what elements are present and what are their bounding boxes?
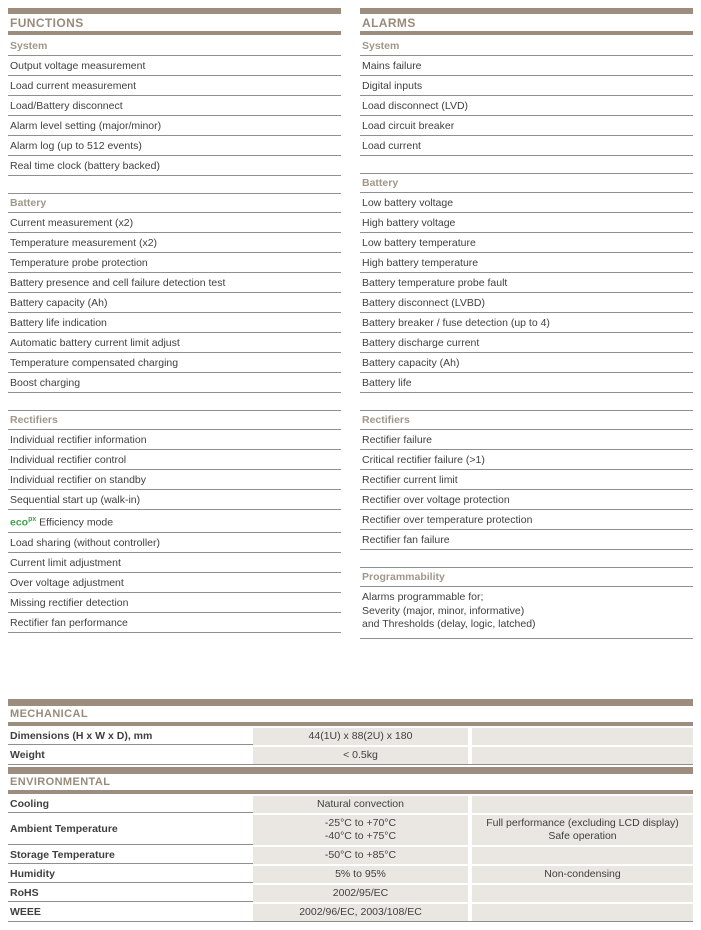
programmability-note: Alarms programmable for; Severity (major, minor, informative) and Thresholds (delay, logic, latched)	[360, 587, 693, 639]
spec-note	[472, 796, 693, 813]
feature-row: Load current measurement	[8, 76, 341, 96]
spec-row	[8, 904, 693, 921]
spec-note	[472, 885, 693, 902]
feature-row: Rectifier over temperature protection	[360, 510, 693, 530]
spec-label: Humidity	[8, 866, 253, 883]
spec-row	[8, 796, 693, 813]
feature-row: Battery life	[360, 373, 693, 393]
alarms-panel	[360, 8, 693, 639]
section-heading: Rectifiers	[360, 410, 693, 430]
spec-row	[8, 815, 693, 845]
section-system	[360, 37, 693, 156]
feature-row: Rectifier failure	[360, 430, 693, 450]
feature-row: Boost charging	[8, 373, 341, 393]
spec-row	[8, 728, 693, 745]
spec-label: Weight	[10, 749, 45, 761]
section-battery	[360, 173, 693, 393]
feature-row: Battery temperature probe fault	[360, 273, 693, 293]
section-rectifiers	[8, 410, 341, 633]
feature-row: Rectifier fan failure	[360, 530, 693, 550]
spec-value: 2002/95/EC	[253, 885, 468, 902]
feature-row: Load sharing (without controller)	[8, 533, 341, 553]
section-heading: System	[360, 37, 693, 56]
feature-row: Battery discharge current	[360, 333, 693, 353]
spec-note	[472, 847, 693, 864]
spec-row	[8, 847, 693, 864]
spec-row	[8, 866, 693, 883]
feature-row: Digital inputs	[360, 76, 693, 96]
feature-row: High battery temperature	[360, 253, 693, 273]
feature-row: Output voltage measurement	[8, 56, 341, 76]
feature-row: Temperature compensated charging	[8, 353, 341, 373]
feature-row: Low battery temperature	[360, 233, 693, 253]
section-heading: Battery	[8, 193, 341, 213]
spec-label: Dimensions (H x W x D), mm	[8, 728, 253, 745]
feature-row: Mains failure	[360, 56, 693, 76]
feature-row: Load circuit breaker	[360, 116, 693, 136]
feature-row: Rectifier current limit	[360, 470, 693, 490]
spec-label: Ambient Temperature	[8, 815, 253, 845]
spec-label: Cooling	[8, 796, 253, 813]
spec-value: -25°C to +70°C -40°C to +75°C	[253, 815, 468, 845]
functions-panel	[8, 8, 341, 633]
section-battery	[8, 193, 341, 393]
feature-row: Alarm log (up to 512 events)	[8, 136, 341, 156]
accent-bar	[8, 767, 693, 774]
functions-title: FUNCTIONS	[10, 16, 84, 30]
feature-row: Temperature measurement (x2)	[8, 233, 341, 253]
feature-row: Load current	[360, 136, 693, 156]
environmental-title: ENVIRONMENTAL	[10, 775, 111, 788]
accent-bar	[8, 722, 693, 726]
feature-row: Low battery voltage	[360, 193, 693, 213]
accent-bar	[8, 31, 341, 35]
mechanical-title: MECHANICAL	[10, 707, 88, 720]
feature-columns	[8, 8, 693, 639]
spec-value: -50°C to +85°C	[253, 847, 468, 864]
spec-row	[8, 885, 693, 902]
feature-row: Alarm level setting (major/minor)	[8, 116, 341, 136]
feature-row: Battery life indication	[8, 313, 341, 333]
spec-note: Non-condensing	[472, 866, 693, 883]
environmental-rows	[8, 796, 693, 922]
feature-row: Battery capacity (Ah)	[360, 353, 693, 373]
spec-section	[8, 699, 693, 922]
accent-bar	[8, 790, 693, 794]
section-heading: System	[8, 37, 341, 56]
feature-row: High battery voltage	[360, 213, 693, 233]
spec-label: RoHS	[8, 885, 253, 902]
feature-row: Over voltage adjustment	[8, 573, 341, 593]
section-rectifiers	[360, 410, 693, 550]
feature-row: Rectifier fan performance	[8, 613, 341, 633]
feature-row: Current measurement (x2)	[8, 213, 341, 233]
section-programmability	[360, 567, 693, 639]
section-heading: Programmability	[360, 567, 693, 587]
section-heading: Rectifiers	[8, 410, 341, 430]
feature-row: Battery presence and cell failure detection test	[8, 273, 341, 293]
feature-row: eco$^{px}$ Efficiency mode	[8, 510, 341, 533]
alarms-title: ALARMS	[362, 16, 416, 30]
spec-row	[8, 747, 693, 764]
spec-note: Full performance (excluding LCD display) Safe operation	[472, 815, 693, 845]
feature-row: Current limit adjustment	[8, 553, 341, 573]
feature-row: Automatic battery current limit adjust	[8, 333, 341, 353]
feature-row: Critical rectifier failure (>1)	[360, 450, 693, 470]
feature-row: Battery disconnect (LVBD)	[360, 293, 693, 313]
spec-label: Storage Temperature	[8, 847, 253, 864]
feature-row: Battery breaker / fuse detection (up to 4)	[360, 313, 693, 333]
feature-row: Individual rectifier control	[8, 450, 341, 470]
feature-row: Load disconnect (LVD)	[360, 96, 693, 116]
spec-value: 2002/96/EC, 2003/108/EC	[253, 904, 468, 921]
section-heading: Battery	[360, 173, 693, 193]
spec-value: Natural convection	[253, 796, 468, 813]
spec-value: 44(1U) x 88(2U) x 180	[253, 728, 468, 745]
feature-row: Temperature probe protection	[8, 253, 341, 273]
spec-note	[472, 904, 693, 921]
accent-bar	[360, 31, 693, 35]
spec-table-mechanical	[8, 699, 693, 765]
spec-table-environmental	[8, 767, 693, 922]
spec-value: < 0.5kg	[253, 747, 468, 764]
spec-note	[472, 728, 693, 745]
spec-value: 5% to 95%	[253, 866, 468, 883]
alarms-list	[360, 37, 693, 639]
spec-label: WEEE	[10, 906, 41, 918]
feature-row: Battery capacity (Ah)	[8, 293, 341, 313]
feature-row: Sequential start up (walk-in)	[8, 490, 341, 510]
accent-bar	[8, 699, 693, 706]
feature-row: Real time clock (battery backed)	[8, 156, 341, 176]
spec-note	[472, 747, 693, 764]
functions-list	[8, 37, 341, 633]
feature-row: Load/Battery disconnect	[8, 96, 341, 116]
section-system	[8, 37, 341, 176]
feature-row: Missing rectifier detection	[8, 593, 341, 613]
mechanical-rows	[8, 728, 693, 765]
feature-row: Individual rectifier information	[8, 430, 341, 450]
feature-row: Individual rectifier on standby	[8, 470, 341, 490]
feature-row: Rectifier over voltage protection	[360, 490, 693, 510]
